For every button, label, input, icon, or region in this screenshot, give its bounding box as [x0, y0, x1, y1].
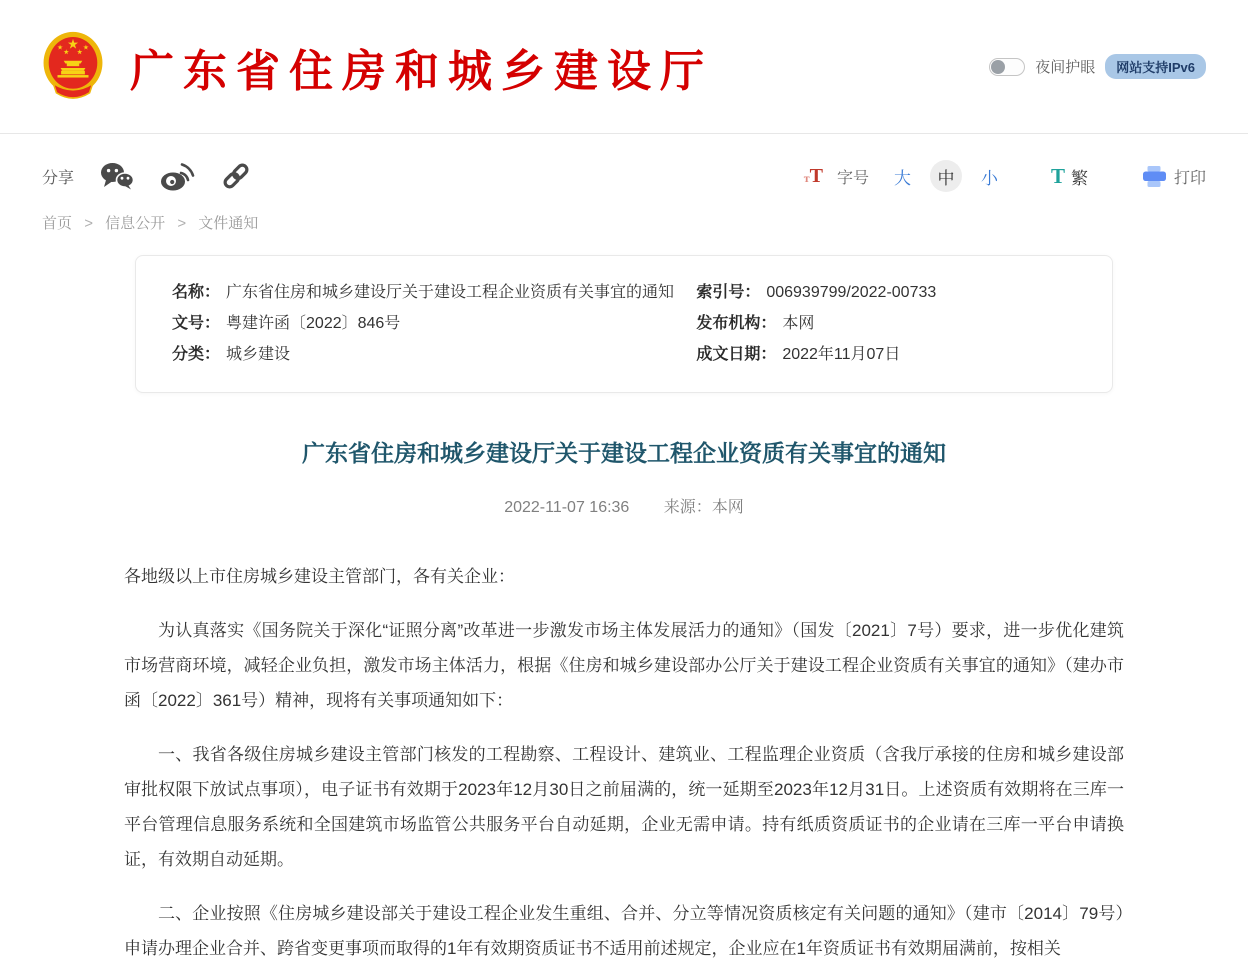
share-group	[42, 160, 252, 192]
doc-info-row-number: 文号： 粤建许函〔2022〕846号	[172, 315, 401, 332]
ipv6-support-badge: 网站支持IPv6	[1105, 54, 1206, 79]
article-source: 来源：本网	[663, 499, 744, 516]
breadcrumb-home[interactable]: 首页	[42, 215, 73, 232]
article-paragraph: 二、企业按照《住房城乡建设部关于建设工程企业发生重组、合并、分立等情况资质核定有关问题的通知》（建市〔2014〕79号）申请办理企业合并、跨省变更事项而取得的1年有效期资质证书不适用前述规定，企业应在1年资质证书有效期届满前，按相关	[124, 904, 1124, 958]
doc-info-row-category: 分类： 城乡建设	[172, 346, 291, 363]
breadcrumb	[0, 192, 1248, 233]
font-size-small-button[interactable]: 小	[980, 168, 998, 188]
doc-info-row-name: 名称： 广东省住房和城乡建设厅关于建设工程企业资质有关事宜的通知	[172, 284, 675, 301]
article-paragraph: 为认真落实《国务院关于深化“证照分离”改革进一步激发市场主体发展活力的通知》（国发〔2021〕7号）要求，进一步优化建筑市场营商环境，减轻企业负担，激发市场主体活力，根据《住房和城乡建设部办公厅关于建设工程企业资质有关事宜的通知》（建办市函〔2022〕361号）精神，现将有关事项通知如下：	[124, 621, 1124, 710]
breadcrumb-separator: >	[177, 215, 187, 232]
doc-info-left-column	[172, 277, 696, 371]
copy-link-icon[interactable]	[220, 160, 252, 192]
site-header	[0, 0, 1248, 134]
article-body	[124, 559, 1124, 966]
print-button[interactable]: 打印	[1142, 165, 1206, 188]
font-size-label: 字号	[836, 169, 869, 187]
night-mode-label: 夜间护眼	[1035, 59, 1096, 76]
wechat-share-icon[interactable]	[100, 162, 134, 190]
breadcrumb-separator: >	[84, 215, 93, 232]
article-date: 2022-11-07 16:36	[504, 499, 630, 516]
doc-info-right-column	[696, 277, 1076, 371]
doc-info-row-publisher: 发布机构： 本网	[696, 315, 815, 332]
breadcrumb-info-disclosure[interactable]: 信息公开	[105, 215, 166, 232]
article-paragraph: 一、我省各级住房城乡建设主管部门核发的工程勘察、工程设计、建筑业、工程监理企业资质（含我厅承接的住房和城乡建设部审批权限下放试点事项），电子证书有效期于2023年12月30日之前届满的，统一延期至2023年12月31日。上述资质有效期将在三库一平台管理信息服务系统和全国建筑市场监管公共服务平台自动延期，企业无需申请。持有纸质资质证书的企业请在三库一平台申请换证，有效期自动延期。	[124, 745, 1124, 869]
site-title: 广东省住房和城乡建设厅	[130, 46, 713, 96]
night-mode-toggle[interactable]	[989, 58, 1025, 76]
page-tools-group	[804, 160, 1206, 192]
traditional-chinese-icon: T	[1050, 163, 1065, 188]
toggle-knob	[991, 60, 1005, 74]
print-icon	[1142, 165, 1167, 188]
font-size-medium-button[interactable]: 中	[930, 160, 962, 192]
doc-info-row-date: 成文日期： 2022年11月07日	[696, 346, 901, 363]
document-info-card	[135, 255, 1113, 393]
national-emblem-logo	[42, 30, 104, 104]
article-meta	[0, 494, 1248, 517]
article-title: 广东省住房和城乡建设厅关于建设工程企业资质有关事宜的通知	[302, 440, 946, 466]
header-right-controls	[989, 54, 1206, 79]
share-label: 分享	[42, 169, 75, 187]
weibo-share-icon[interactable]	[160, 161, 194, 191]
breadcrumb-document-notices[interactable]: 文件通知	[198, 215, 259, 232]
font-size-large-button[interactable]: 大	[893, 168, 911, 188]
doc-info-row-index: 索引号： 006939799/2022-00733	[696, 284, 937, 301]
font-size-icon: тT	[803, 165, 823, 187]
article-paragraph: 各地级以上市住房城乡建设主管部门，各有关企业：	[124, 567, 515, 586]
article-toolbar	[0, 134, 1248, 192]
traditional-chinese-button[interactable]: T 繁	[1050, 163, 1088, 188]
